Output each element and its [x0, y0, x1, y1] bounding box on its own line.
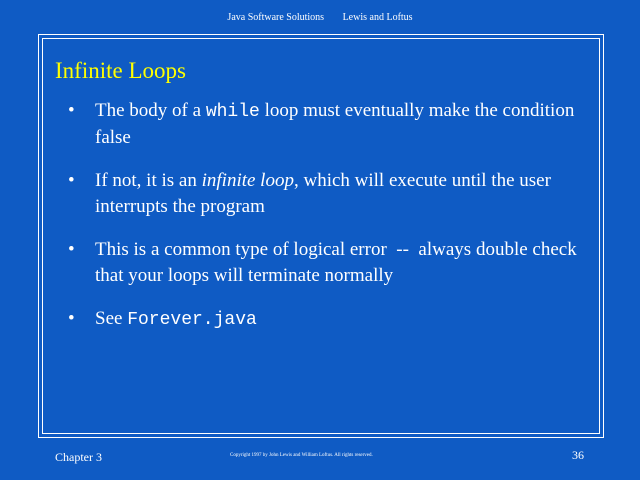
- bullet-icon: •: [68, 308, 75, 329]
- copyright-notice: Copyright 1997 by John Lewis and William Loftus. All rights reserved.: [230, 453, 373, 458]
- bullet-item: [68, 98, 588, 151]
- slide-title: Infinite Loops: [55, 58, 186, 83]
- code-keyword: while: [205, 102, 260, 122]
- code-filename: Forever.java: [127, 310, 257, 330]
- header-book-title: Java Software Solutions: [227, 12, 325, 23]
- emphasis-text: infinite loop: [201, 170, 294, 191]
- bullet-item: [68, 168, 588, 220]
- bullet-list: [68, 98, 588, 350]
- bullet-icon: •: [68, 100, 75, 121]
- bullet-text: See: [95, 308, 128, 329]
- slide-header: [0, 12, 640, 23]
- bullet-text: If not, it is an: [95, 170, 202, 191]
- bullet-item: [68, 306, 588, 333]
- chapter-label: Chapter 3: [55, 450, 102, 464]
- header-authors: Lewis and Loftus: [342, 12, 413, 23]
- bullet-item: [68, 237, 588, 289]
- bullet-text: , which will execute until the user interrupts the program: [95, 170, 551, 217]
- page-number: 36: [572, 448, 584, 462]
- bullet-text: The body of a: [95, 100, 206, 121]
- bullet-icon: •: [68, 239, 75, 260]
- bullet-text: This is a common type of logical error -- always double check that your loops will terminate normally: [95, 239, 582, 286]
- bullet-icon: •: [68, 170, 75, 191]
- bullet-text: loop must eventually make the condition false: [95, 100, 575, 148]
